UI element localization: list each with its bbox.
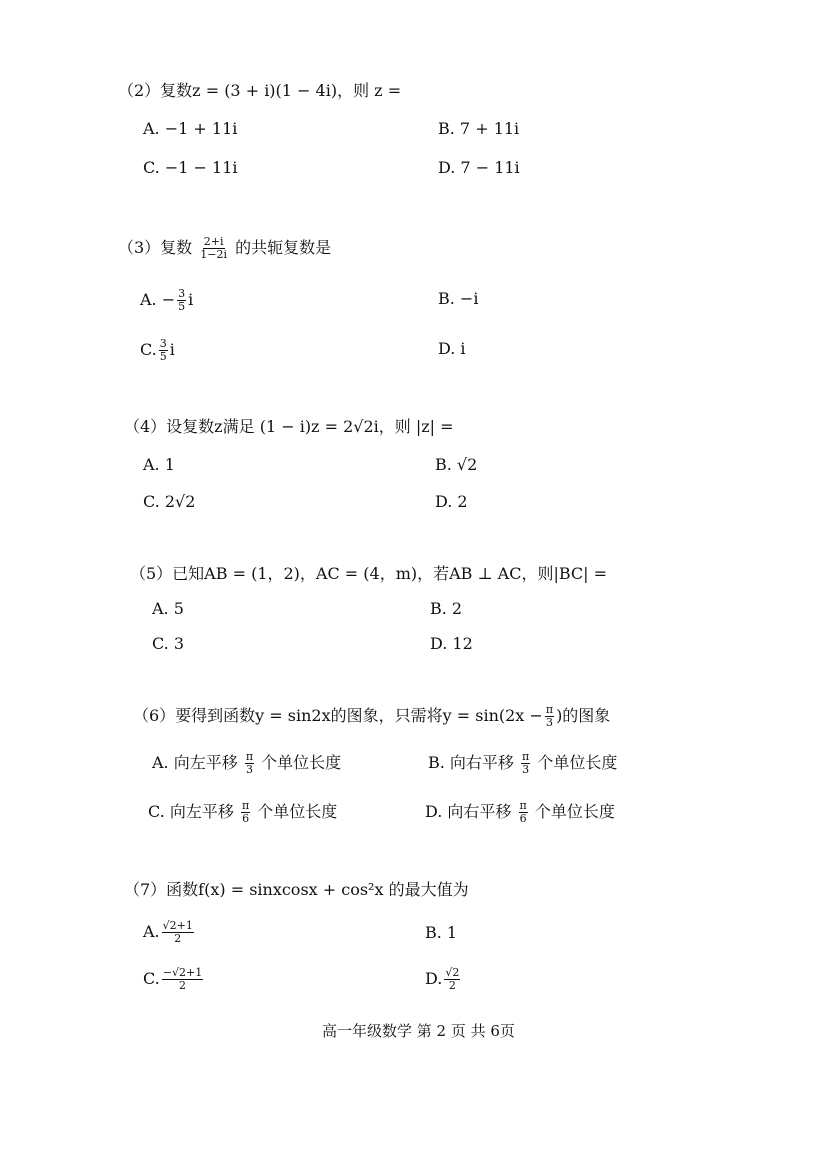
question-2-option-c: C. −1 − 11i	[143, 158, 238, 177]
question-3-stem	[118, 236, 331, 261]
question-3-fraction-numerator: 2+i	[203, 235, 224, 248]
option-c-fraction	[162, 967, 203, 992]
option-a-fraction	[245, 751, 254, 776]
option-d-prefix: D.	[425, 969, 443, 988]
question-6-option-d	[425, 800, 615, 825]
option-c-denominator: 5	[159, 350, 167, 363]
question-4-option-c: C. 2√2	[143, 492, 196, 511]
question-3-prefix: （3）复数	[118, 238, 193, 257]
option-d-denominator: 6	[519, 812, 527, 825]
option-d-denominator: 2	[448, 979, 456, 992]
option-d-numerator: √2	[445, 966, 460, 979]
question-6-stem	[133, 704, 610, 729]
question-3-option-c	[140, 338, 175, 363]
question-5-option-b: B. 2	[430, 599, 463, 618]
option-a-numerator: π	[245, 750, 254, 763]
option-c-suffix: i	[169, 340, 175, 359]
question-3-fraction-denominator: 1−2i	[200, 248, 228, 261]
option-c-fraction	[241, 800, 250, 825]
question-2-option-d: D. 7 − 11i	[438, 158, 520, 177]
option-a-suffix: 个单位长度	[261, 753, 342, 772]
question-6-denominator: 3	[545, 716, 553, 729]
question-6-option-b	[428, 751, 617, 776]
option-d-fraction	[519, 800, 528, 825]
question-2-option-a: A. −1 + 11i	[143, 119, 238, 138]
option-c-prefix: C.	[140, 340, 157, 359]
question-3-fraction	[199, 236, 228, 261]
option-b-prefix: B. 向右平移	[428, 753, 514, 772]
question-3-option-b: B. −i	[438, 289, 479, 308]
question-4-option-a: A. 1	[143, 455, 175, 474]
option-c-denominator: 2	[178, 979, 186, 992]
option-a-denominator: 5	[178, 300, 186, 313]
option-c-prefix: C. 向左平移	[148, 802, 234, 821]
option-c-prefix: C.	[143, 969, 160, 988]
question-6-option-a	[152, 751, 341, 776]
option-a-fraction	[162, 920, 194, 945]
option-c-suffix: 个单位长度	[257, 802, 338, 821]
option-b-denominator: 3	[522, 763, 530, 776]
option-a-numerator: √2+1	[162, 919, 193, 932]
option-d-suffix: 个单位长度	[534, 802, 615, 821]
question-5-option-d: D. 12	[430, 634, 473, 653]
option-c-fraction	[159, 338, 168, 363]
question-7-option-d	[425, 967, 462, 992]
option-a-numerator: 3	[178, 287, 186, 300]
option-a-denominator: 3	[245, 763, 253, 776]
question-6-option-c	[148, 800, 337, 825]
option-c-denominator: 6	[242, 812, 250, 825]
option-d-prefix: D. 向右平移	[425, 802, 512, 821]
page-footer: 高一年级数学 第 2 页 共 6页	[322, 1022, 515, 1040]
question-7-option-c	[143, 967, 205, 992]
question-7-option-a	[143, 920, 196, 945]
option-a-suffix: i	[188, 290, 194, 309]
question-6-suffix: )的图象	[556, 706, 611, 725]
question-6-numerator: π	[545, 703, 554, 716]
question-4-option-d: D. 2	[435, 492, 468, 511]
question-6-prefix: （6）要得到函数y = sin2x的图象，只需将y = sin(2x −	[133, 706, 543, 725]
option-a-prefix: A. 向左平移	[152, 753, 238, 772]
option-b-numerator: π	[522, 750, 530, 763]
option-a-fraction	[177, 288, 186, 313]
question-5-stem: （5）已知AB = (1，2)，AC = (4，m)，若AB ⊥ AC，则|BC| =	[130, 564, 608, 583]
question-2-option-b: B. 7 + 11i	[438, 119, 520, 138]
question-6-fraction	[545, 704, 554, 729]
question-3-suffix: 的共轭复数是	[235, 238, 332, 257]
option-a-prefix: A. −	[140, 290, 176, 309]
question-3-option-a	[140, 288, 193, 313]
question-2-stem: （2）复数z = (3 + i)(1 − 4i)，则 z =	[118, 81, 402, 100]
option-a-denominator: 2	[174, 932, 182, 945]
option-c-numerator: π	[241, 799, 250, 812]
option-d-numerator: π	[519, 799, 527, 812]
question-3-option-d: D. i	[438, 339, 466, 358]
question-7-stem: （7）函数f(x) = sinxcosx + cos²x 的最大值为	[124, 880, 469, 899]
option-b-suffix: 个单位长度	[537, 753, 618, 772]
question-4-stem: （4）设复数z满足 (1 − i)z = 2√2i，则 |z| =	[124, 417, 454, 436]
option-c-numerator: 3	[159, 337, 167, 350]
option-d-fraction	[444, 967, 460, 992]
option-c-numerator: −√2+1	[162, 966, 203, 979]
question-4-option-b: B. √2	[435, 455, 478, 474]
option-b-fraction	[521, 751, 530, 776]
question-5-option-c: C. 3	[152, 634, 185, 653]
question-7-option-b: B. 1	[425, 923, 458, 942]
question-5-option-a: A. 5	[152, 599, 184, 618]
option-a-prefix: A.	[143, 922, 160, 941]
